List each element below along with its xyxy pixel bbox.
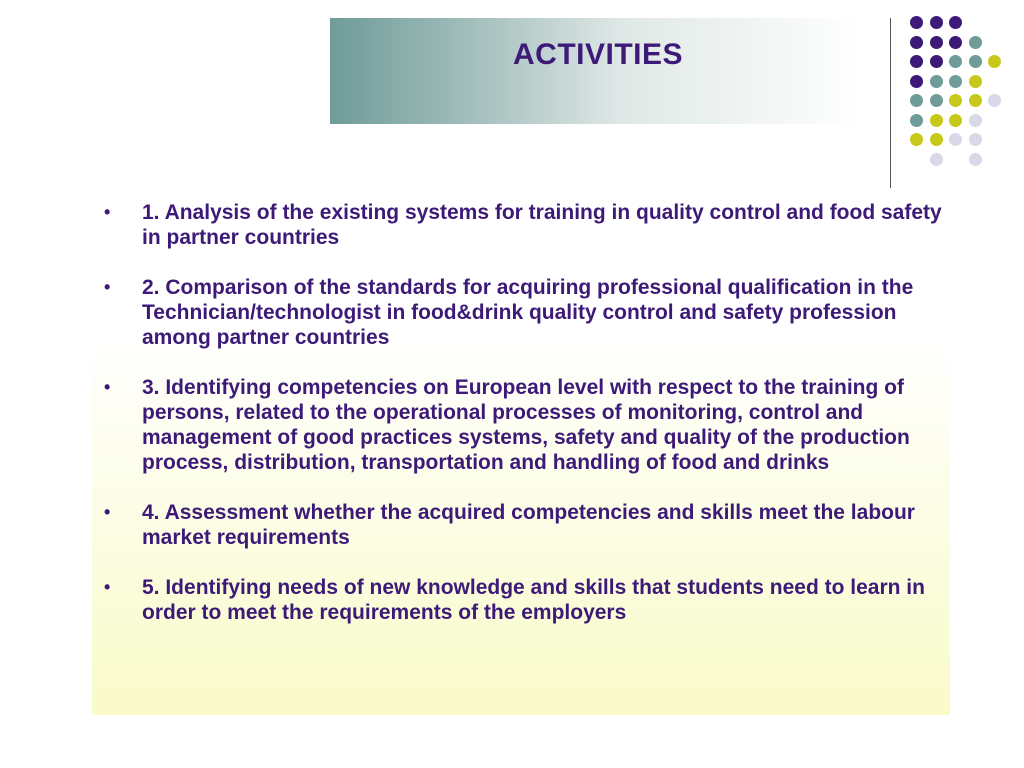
- list-item-text: 5. Identifying needs of new knowledge and skills that students need to learn in order to meet the requirements of the employers: [142, 576, 925, 624]
- decorative-dot: [910, 55, 923, 68]
- decorative-dot: [969, 133, 982, 146]
- decorative-dot: [969, 153, 982, 166]
- activities-list: [104, 200, 944, 650]
- decorative-dot: [930, 16, 943, 29]
- decorative-dot: [949, 16, 962, 29]
- decorative-dot: [930, 114, 943, 127]
- list-item: [104, 275, 944, 350]
- bullet-icon: •: [104, 377, 111, 397]
- decorative-dot: [930, 75, 943, 88]
- decorative-dot: [910, 133, 923, 146]
- decorative-dot: [949, 75, 962, 88]
- list-item-text: 3. Identifying competencies on European level with respect to the training of persons, related to the operational processes of monitoring, control and management of good practices systems, safety and quality of the production process, distribution, transportation and handling of food and drinks: [142, 376, 910, 474]
- decorative-dot: [949, 36, 962, 49]
- decorative-dot: [910, 114, 923, 127]
- decorative-dot: [969, 55, 982, 68]
- decorative-dot: [988, 55, 1001, 68]
- bullet-icon: •: [104, 502, 111, 522]
- list-item-text: 2. Comparison of the standards for acquiring professional qualification in the Technician/technologist in food&drink quality control and safety profession among partner countries: [142, 276, 914, 349]
- decorative-dot: [930, 36, 943, 49]
- decorative-dot: [969, 36, 982, 49]
- decorative-dot: [988, 94, 1001, 107]
- decorative-dot-grid: [910, 16, 1010, 166]
- decorative-dot: [949, 114, 962, 127]
- list-item: [104, 500, 944, 550]
- bullet-icon: •: [104, 577, 111, 597]
- decorative-dot: [930, 153, 943, 166]
- decorative-dot: [910, 94, 923, 107]
- decorative-dot: [930, 55, 943, 68]
- vertical-divider: [890, 18, 891, 188]
- list-item: [104, 375, 944, 475]
- bullet-icon: •: [104, 277, 111, 297]
- list-item-text: 4. Assessment whether the acquired competencies and skills meet the labour market requirements: [142, 501, 915, 549]
- decorative-dot: [969, 94, 982, 107]
- bullet-icon: •: [104, 202, 111, 222]
- decorative-dot: [930, 94, 943, 107]
- list-item-text: 1. Analysis of the existing systems for training in quality control and food safety in partner countries: [142, 201, 942, 249]
- decorative-dot: [969, 75, 982, 88]
- decorative-dot: [969, 114, 982, 127]
- decorative-dot: [910, 36, 923, 49]
- decorative-dot: [930, 133, 943, 146]
- decorative-dot: [949, 55, 962, 68]
- list-item: [104, 200, 944, 250]
- list-item: [104, 575, 944, 625]
- decorative-dot: [949, 94, 962, 107]
- decorative-dot: [910, 75, 923, 88]
- decorative-dot: [949, 133, 962, 146]
- decorative-dot: [910, 16, 923, 29]
- slide-title: ACTIVITIES: [512, 38, 683, 71]
